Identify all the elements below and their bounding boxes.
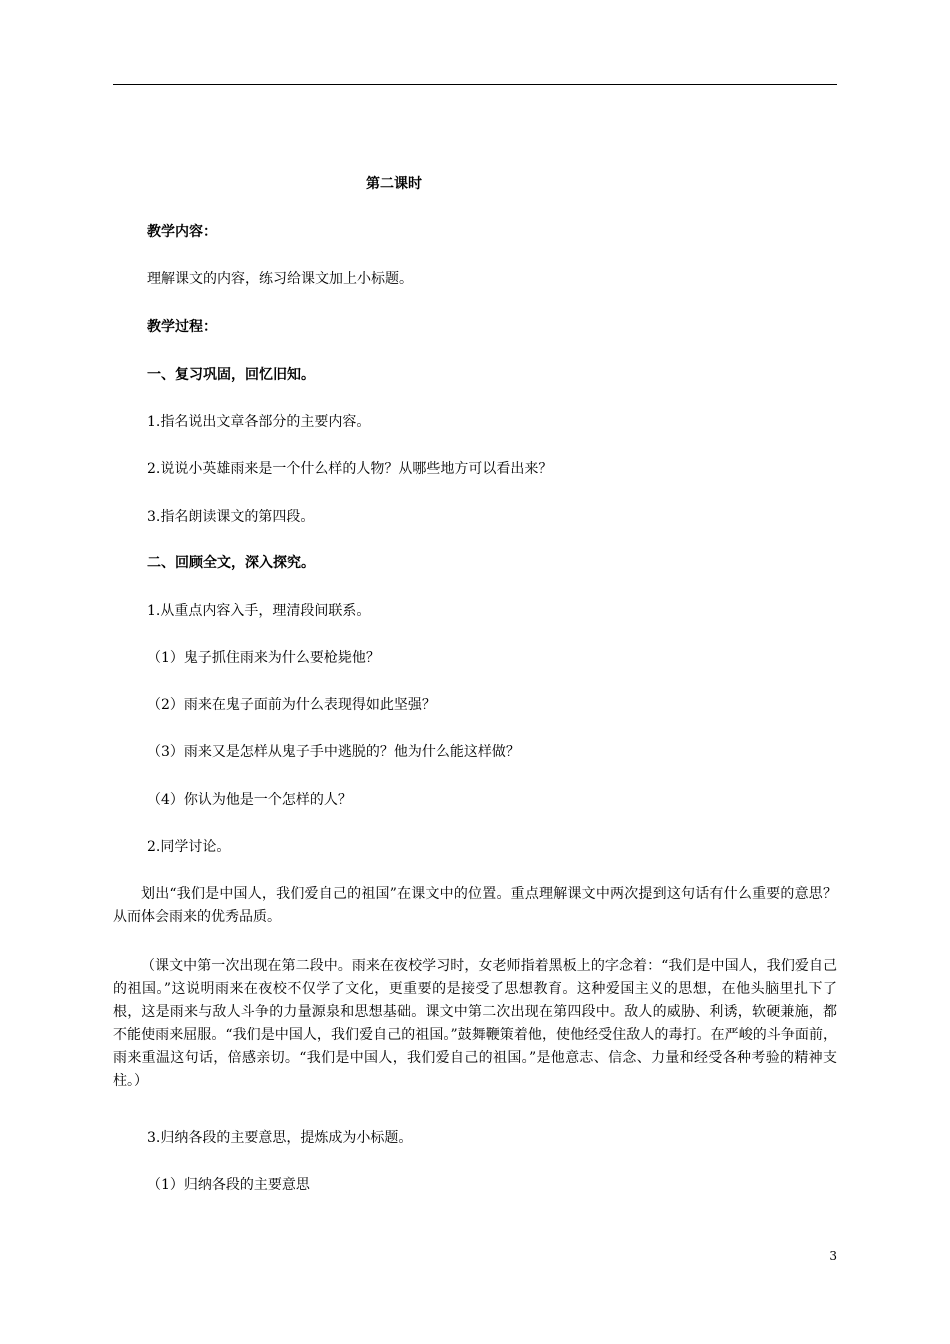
part2-item-1: 1.从重点内容入手，理清段间联系。 bbox=[147, 603, 371, 619]
question-item: （4）你认为他是一个怎样的人？ bbox=[147, 792, 352, 808]
question-item: （2）雨来在鬼子面前为什么表现得如此坚强？ bbox=[147, 697, 436, 713]
part2-heading: 二、回顾全文，深入探究。 bbox=[147, 555, 315, 571]
part1-item: 3.指名朗读课文的第四段。 bbox=[147, 509, 315, 525]
page-number: 3 bbox=[829, 1249, 837, 1263]
teaching-content-text: 理解课文的内容，练习给课文加上小标题。 bbox=[147, 271, 413, 287]
part2-item-3: 3.归纳各段的主要意思，提炼成为小标题。 bbox=[147, 1130, 413, 1146]
part1-heading: 一、复习巩固，回忆旧知。 bbox=[147, 367, 315, 383]
part2-item-3-sub: （1）归纳各段的主要意思 bbox=[147, 1177, 310, 1193]
part1-item: 1.指名说出文章各部分的主要内容。 bbox=[147, 414, 371, 430]
teaching-process-heading: 教学过程： bbox=[147, 319, 217, 335]
explanation-paragraph: （课文中第一次出现在第二段中。雨来在夜校学习时，女老师指着黑板上的字念着：“我们是中国人，我们爱自己的祖国。”这说明雨来在夜校不仅学了文化，更重要的是接受了思想教育。这种爱国主义的思想，在他头脑里扎下了根，这是雨来与敌人斗争的力量源泉和思想基础。课文中第二次出现在第四段中。敌人的威胁、利诱，软硬兼施，都不能使雨来屈服。“我们是中国人，我们爱自己的祖国。”鼓舞鞭策着他，使他经受住敌人的毒打。在严峻的斗争面前，雨来重温这句话，倍感亲切。“我们是中国人，我们爱自己的祖国。”是他意志、信念、力量和经受各种考验的精神支柱。） bbox=[113, 958, 837, 1089]
lesson-title: 第二课时 bbox=[366, 176, 422, 192]
question-item: （3）雨来又是怎样从鬼子手中逃脱的？他为什么能这样做？ bbox=[147, 744, 520, 760]
header-rule bbox=[113, 84, 837, 85]
part2-item-2: 2.同学讨论。 bbox=[147, 839, 231, 855]
discussion-paragraph: 划出“我们是中国人，我们爱自己的祖国”在课文中的位置。重点理解课文中两次提到这句话有什么重要的意思？从而体会雨来的优秀品质。 bbox=[113, 886, 837, 925]
question-item: （1）鬼子抓住雨来为什么要枪毙他？ bbox=[147, 650, 380, 666]
teaching-content-heading: 教学内容： bbox=[147, 224, 217, 240]
part1-item: 2.说说小英雄雨来是一个什么样的人物？从哪些地方可以看出来？ bbox=[147, 461, 553, 477]
